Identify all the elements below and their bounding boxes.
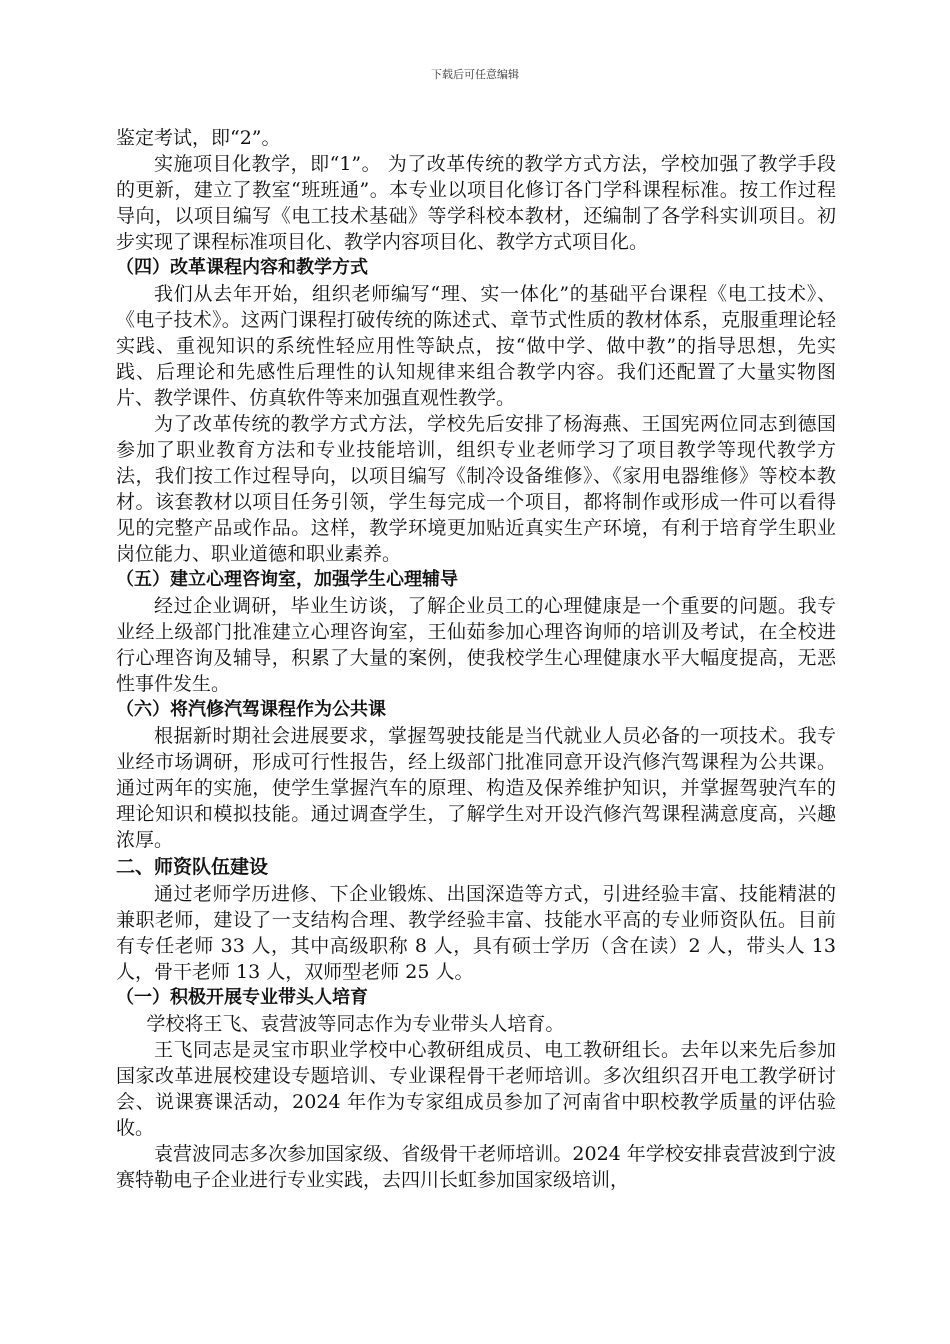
paragraph: 为了改革传统的教学方式方法，学校先后安排了杨海燕、王国宪两位同志到德国参加了职业教育方法和专业技能培训，组织专业老师学习了项目教学等现代教学方法，我们按工作过程导向，以项目编写《制冷设备维修》、《家用电器维修》等校本教材。该套教材以项目任务引领，学生每完成一个项目，都将制作或形成一件可以看得见的完整产品或作品。这样，教学环境更加贴近真实生产环境，有利于培育学生职业岗位能力、职业道德和职业素养。 — [116, 413, 836, 565]
section-heading: （六）将汽修汽驾课程作为公共课 — [116, 699, 386, 720]
paragraph: 我们从去年开始，组织老师编写“理、实一体化”的基础平台课程《电工技术》、《电子技术》。这两门课程打破传统的陈述式、章节式性质的教材体系，克服重理论轻实践、重视知识的系统性轻应用性等缺点，按“做中学、做中教”的指导思想，先实践、后理论和先感性后理性的认知规律来组合教学内容。我们还配置了大量实物图片、教学课件、仿真软件等来加强直观性教学。 — [116, 283, 836, 409]
paragraph: 学校将王飞、袁营波等同志作为专业带头人培育。 — [146, 1013, 565, 1035]
paragraph: 根据新时期社会进展要求，掌握驾驶技能是当代就业人员必备的一项技术。我专业经市场调研，形成可行性报告，经上级部门批准同意开设汽修汽驾课程为公共课。通过两年的实施，使学生掌握汽车的原理、构造及保养维护知识，并掌握驾驶汽车的理论知识和模拟技能。通过调查学生，了解学生对开设汽修汽驾课程满意度高，兴趣浓厚。 — [116, 725, 836, 851]
page-header: 下载后可任意编辑 — [431, 68, 519, 81]
chapter-heading: 二、师资队伍建设 — [116, 856, 269, 878]
section-heading: （四）改革课程内容和教学方式 — [116, 257, 368, 278]
paragraph: 通过老师学历进修、下企业锻炼、出国深造等方式，引进经验丰富、技能精湛的兼职老师，建设了一支结构合理、教学经验丰富、技能水平高的专业师资队伍。目前有专任老师 33 人，其中高级职称 8 人，具有硕士学历（含在读）2 人，带头人 13 人，骨干老师 13 人，双师型老师 25 人。 — [116, 883, 836, 983]
paragraph: 袁营波同志多次参加国家级、省级骨干老师培训。2024 年学校安排袁营波到宁波赛特勒电子企业进行专业实践，去四川长虹参加国家级培训， — [116, 1143, 836, 1191]
section-heading: （五）建立心理咨询室，加强学生心理辅导 — [116, 569, 458, 590]
document-body — [116, 125, 836, 1193]
paragraph: 实施项目化教学，即“1”。 为了改革传统的教学方式方法，学校加强了教学手段的更新，建立了教室“班班通”。本专业以项目化修订各门学科课程标准。按工作过程导向，以项目编写《电工技术基础》等学科校本教材，还编制了各学科实训项目。初步实现了课程标准项目化、教学内容项目化、教学方式项目化。 — [116, 153, 836, 253]
paragraph: 鉴定考试，即“2”。 — [116, 127, 281, 149]
section-heading: （一）积极开展专业带头人培育 — [116, 987, 368, 1008]
paragraph: 王飞同志是灵宝市职业学校中心教研组成员、电工教研组长。去年以来先后参加国家改革进展校建设专题培训、专业课程骨干老师培训。多次组织召开电工教学研讨会、说课赛课活动，2024 年作为专家组成员参加了河南省中职校教学质量的评估验收。 — [116, 1039, 836, 1139]
paragraph: 经过企业调研，毕业生访谈，了解企业员工的心理健康是一个重要的问题。我专业经上级部门批准建立心理咨询室，王仙茹参加心理咨询师的培训及考试，在全校进行心理咨询及辅导，积累了大量的案例，使我校学生心理健康水平大幅度提高，无恶性事件发生。 — [116, 595, 836, 695]
